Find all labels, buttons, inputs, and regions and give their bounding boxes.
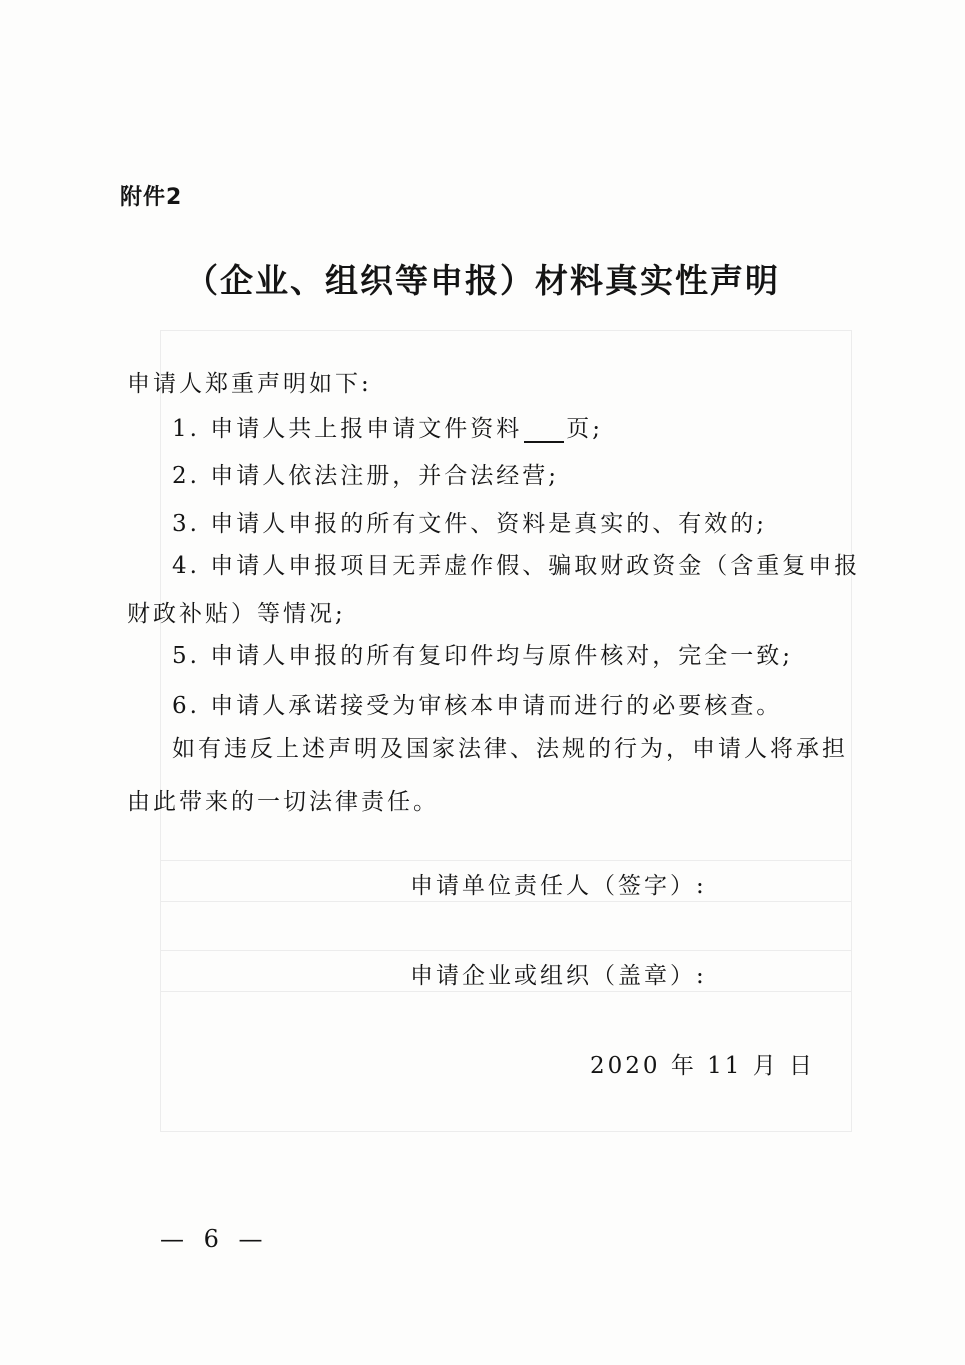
declaration-item-1	[172, 410, 603, 443]
attachment-label: 附件2	[120, 185, 183, 210]
closing-statement-line-2: 由此带来的一切法律责任。	[127, 789, 439, 815]
document-title: （企业、组织等申报）材料真实性声明	[185, 261, 780, 300]
declaration-item-4-continuation: 财政补贴）等情况;	[127, 601, 346, 627]
responsible-person-signature-label: 申请单位责任人（签字）:	[410, 873, 707, 899]
page-number: — 6 —	[160, 1225, 269, 1253]
declaration-item-1-prefix: 1. 申请人共上报申请文件资料	[172, 416, 523, 442]
declaration-date: 2020 年 11 月 日	[590, 1053, 816, 1079]
declaration-item-2: 2. 申请人依法注册，并合法经营;	[172, 463, 560, 489]
declaration-item-1-suffix: 页;	[566, 416, 604, 442]
organization-seal-label: 申请企业或组织（盖章）:	[410, 963, 707, 989]
intro-statement: 申请人郑重声明如下:	[127, 371, 372, 397]
closing-statement-line-1: 如有违反上述声明及国家法律、法规的行为，申请人将承担	[172, 736, 848, 762]
declaration-item-4: 4. 申请人申报项目无弄虚作假、骗取财政资金（含重复申报	[172, 553, 861, 579]
declaration-item-5: 5. 申请人申报的所有复印件均与原件核对，完全一致;	[172, 643, 794, 669]
page-count-blank	[524, 419, 564, 443]
declaration-item-6: 6. 申请人承诺接受为审核本申请而进行的必要核查。	[172, 693, 783, 719]
declaration-item-3: 3. 申请人申报的所有文件、资料是真实的、有效的;	[172, 511, 768, 537]
